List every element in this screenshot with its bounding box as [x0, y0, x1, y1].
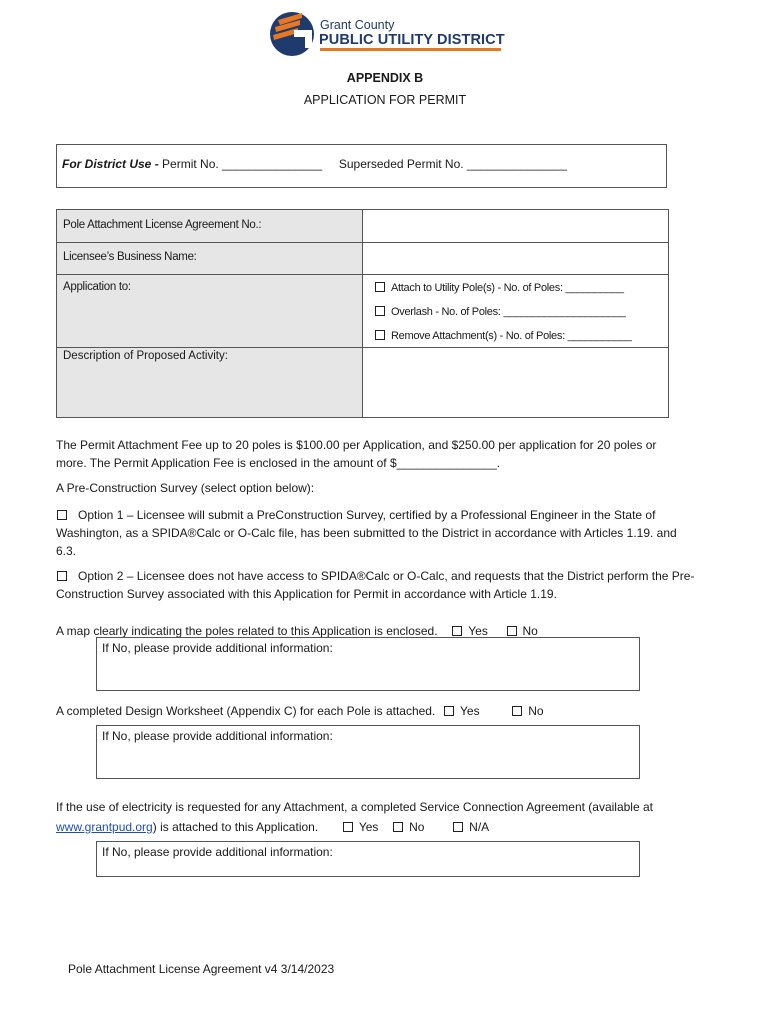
option-overlash-label: Overlash - No. of Poles: _____________________ [391, 306, 626, 318]
option1-line3: 6.3. [56, 544, 77, 558]
superseded-permit-field[interactable]: Superseded Permit No. _______________ [338, 157, 568, 171]
description-field[interactable] [363, 348, 668, 417]
fee-line2: more. The Permit Application Fee is enclosed in the amount of $_______________. [56, 456, 501, 470]
worksheet-question-line [56, 702, 716, 720]
page-subtitle: APPLICATION FOR PERMIT [303, 93, 467, 107]
electricity-line2: ) is attached to this Application. [152, 820, 319, 834]
map-question: A map clearly indicating the poles related to this Application is enclosed. [56, 624, 438, 638]
permit-no-field[interactable]: Permit No. _______________ [162, 157, 323, 171]
application-to-label: Application to: [63, 281, 131, 293]
option-remove-label: Remove Attachment(s) - No. of Poles: ___________ [391, 330, 632, 342]
electricity-no-label: No [409, 820, 425, 834]
worksheet-info-box[interactable] [96, 725, 640, 779]
map-yes-checkbox[interactable] [452, 626, 462, 636]
org-name-line2: PUBLIC UTILITY DISTRICT [319, 32, 505, 48]
map-if-no-label: If No, please provide additional information: [102, 641, 333, 655]
district-use-line [62, 157, 567, 171]
electricity-yes-label: Yes [358, 820, 379, 834]
org-name-line1: Grant County [320, 18, 395, 32]
survey-option1 [56, 506, 716, 560]
survey-option2 [56, 567, 716, 603]
description-label: Description of Proposed Activity: [63, 350, 228, 362]
option1-checkbox[interactable] [57, 510, 67, 520]
worksheet-no-checkbox[interactable] [512, 706, 522, 716]
map-yes-label: Yes [468, 624, 488, 638]
agreement-no-field[interactable] [363, 210, 668, 242]
option-attach [375, 282, 624, 294]
district-use-label: For District Use - [62, 157, 159, 171]
electricity-if-no-label: If No, please provide additional information: [102, 845, 333, 859]
overlash-checkbox[interactable] [375, 306, 385, 316]
option-remove [375, 330, 632, 342]
business-name-field[interactable] [363, 243, 668, 274]
option-attach-label: Attach to Utility Pole(s) - No. of Poles: __________ [391, 282, 624, 294]
application-table [56, 209, 669, 418]
page-title: APPENDIX B [346, 71, 424, 85]
electricity-na-label: N/A [469, 820, 490, 834]
electricity-no-checkbox[interactable] [393, 822, 403, 832]
option2-line2: Construction Survey associated with this Application for Permit in accordance with Article 1.19. [56, 587, 557, 601]
attach-checkbox[interactable] [375, 282, 385, 292]
remove-checkbox[interactable] [375, 330, 385, 340]
worksheet-yes-label: Yes [460, 704, 480, 718]
electricity-line1: If the use of electricity is requested for any Attachment, a completed Service Connection Agreement (available at [56, 800, 653, 814]
electricity-na-checkbox[interactable] [453, 822, 463, 832]
electricity-question [56, 797, 716, 837]
electricity-info-box[interactable] [96, 841, 640, 877]
business-name-label: Licensee’s Business Name: [63, 251, 197, 263]
option1-line2: Washington, as a SPIDA®Calc or O-Calc file, has been submitted to the District in accordance with Articles 1.19. and [56, 526, 677, 540]
survey-intro: A Pre-Construction Survey (select option below): [56, 481, 315, 495]
agreement-no-label: Pole Attachment License Agreement No.: [63, 219, 262, 231]
fee-paragraph [56, 436, 716, 472]
fee-line1: The Permit Attachment Fee up to 20 poles is $100.00 per Application, and $250.00 per application for 20 poles or [56, 438, 657, 452]
grantpud-link[interactable]: www.grantpud.org [56, 820, 153, 834]
worksheet-no-label: No [528, 704, 544, 718]
option1-line1: Option 1 – Licensee will submit a PreConstruction Survey, certified by a Professional Engineer in the State of [78, 508, 656, 522]
worksheet-if-no-label: If No, please provide additional information: [102, 729, 333, 743]
option2-line1: Option 2 – Licensee does not have access to SPIDA®Calc or O-Calc, and requests that the District perform the Pre- [78, 569, 695, 583]
page-footer: Pole Attachment License Agreement v4 3/14/2023 [68, 962, 335, 976]
electricity-yes-checkbox[interactable] [343, 822, 353, 832]
map-no-label: No [522, 624, 538, 638]
worksheet-yes-checkbox[interactable] [444, 706, 454, 716]
option2-checkbox[interactable] [57, 571, 67, 581]
map-no-checkbox[interactable] [507, 626, 517, 636]
map-info-box[interactable] [96, 637, 640, 691]
option-overlash [375, 306, 626, 318]
logo-underline [320, 48, 501, 51]
worksheet-question: A completed Design Worksheet (Appendix C) for each Pole is attached. [56, 704, 436, 718]
